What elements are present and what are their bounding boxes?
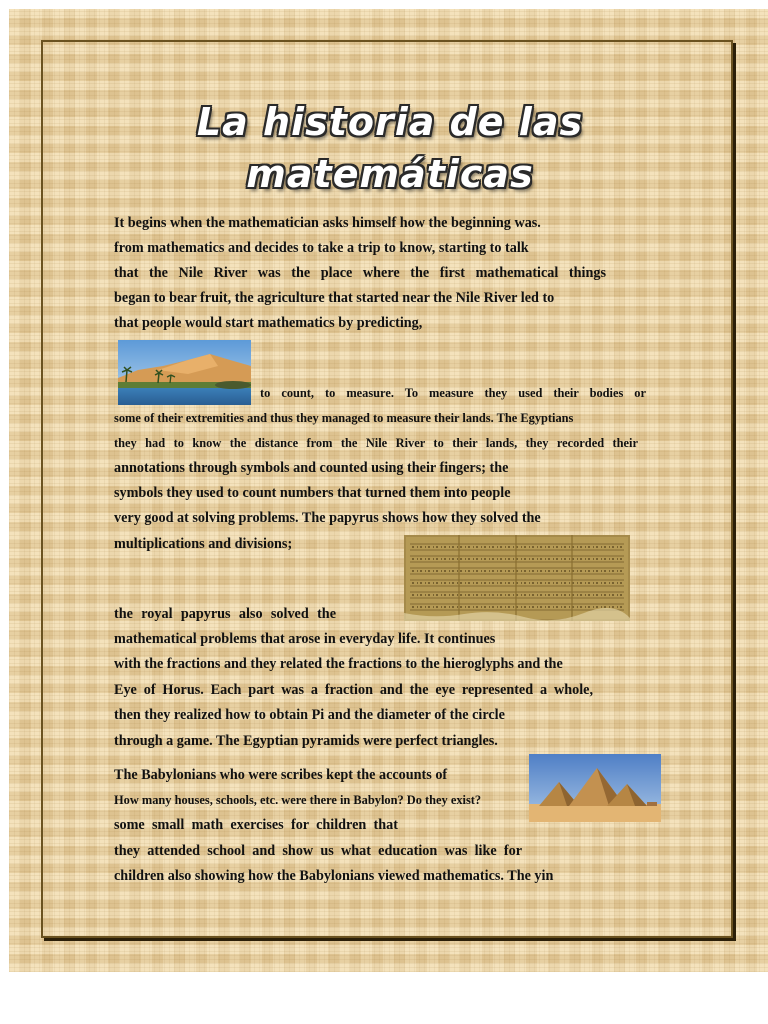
text-line: multiplications and divisions; <box>114 536 293 552</box>
papyrus-image <box>404 535 630 621</box>
text-line: they attended school and show us what education was like for <box>114 843 522 859</box>
page-title <box>150 96 630 200</box>
text-line: symbols they used to count numbers that turned them into people <box>114 485 511 501</box>
text-line: children also showing how the Babylonians viewed mathematics. The yin <box>114 868 554 884</box>
text-line: some small math exercises for children that <box>114 817 398 833</box>
text-line: with the fractions and they related the fractions to the hieroglyphs and the <box>114 656 563 672</box>
text-line: that the Nile River was the place where the first mathematical things <box>114 265 606 281</box>
text-line: annotations through symbols and counted using their fingers; the <box>114 460 509 476</box>
pyramids-image <box>529 754 661 822</box>
nile-oasis-image <box>118 340 251 405</box>
text-line: to count, to measure. To measure they used their bodies or <box>260 386 646 400</box>
text-line: How many houses, schools, etc. were there in Babylon? Do they exist? <box>114 793 482 807</box>
text-line: Eye of Horus. Each part was a fraction and the eye represented a whole, <box>114 682 593 698</box>
text-line: It begins when the mathematician asks himself how the beginning was. <box>114 215 541 231</box>
text-line: through a game. The Egyptian pyramids were perfect triangles. <box>114 733 498 749</box>
text-line: began to bear fruit, the agriculture that started near the Nile River led to <box>114 290 555 306</box>
title-line-2: matemáticas <box>246 152 534 196</box>
text-line: they had to know the distance from the Nile River to their lands, they recorded their <box>114 436 638 450</box>
text-line: The Babylonians who were scribes kept the accounts of <box>114 767 448 783</box>
text-line: the royal papyrus also solved the <box>114 606 336 622</box>
title-line-1: La historia de las <box>196 100 584 144</box>
text-line: very good at solving problems. The papyrus shows how they solved the <box>114 510 541 526</box>
text-line: that people would start mathematics by predicting, <box>114 315 423 331</box>
text-line: from mathematics and decides to take a trip to know, starting to talk <box>114 240 529 256</box>
text-line: then they realized how to obtain Pi and the diameter of the circle <box>114 707 505 723</box>
text-line: mathematical problems that arose in everyday life. It continues <box>114 631 496 647</box>
text-line: some of their extremities and thus they managed to measure their lands. The Egyptians <box>114 411 574 425</box>
